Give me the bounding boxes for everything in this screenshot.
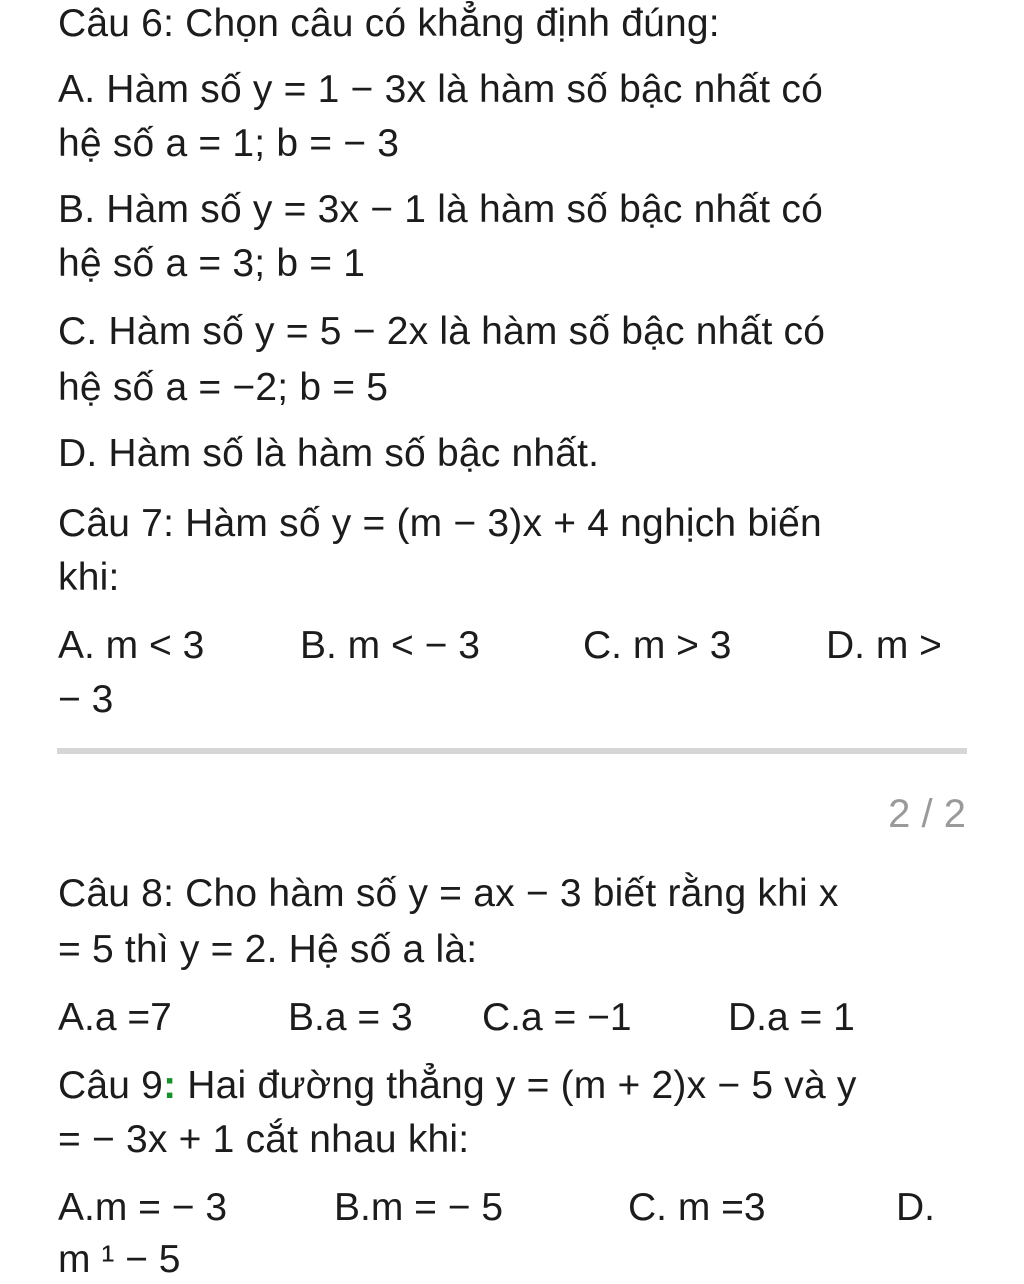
q6-option-c-line2: hệ số a = −2; b = 5 — [58, 366, 389, 409]
q6-option-b-line2: hệ số a = 3; b = 1 — [58, 242, 366, 285]
q9-option-b: B.m = − 5 — [334, 1186, 504, 1229]
q7-option-d: D. m > — [826, 624, 942, 667]
q8-option-b: B.a = 3 — [288, 996, 413, 1039]
q8-title-line2: = 5 thì y = 2. Hệ số a là: — [58, 928, 478, 971]
q9-title-line2: = − 3x + 1 cắt nhau khi: — [58, 1118, 470, 1161]
q8-option-c: C.a = −1 — [482, 996, 632, 1039]
q7-title-line2: khi: — [58, 556, 120, 599]
q9-option-d-continued: m ¹ − 5 — [58, 1238, 181, 1281]
page-divider — [57, 748, 967, 754]
page-indicator: 2 / 2 — [888, 792, 966, 836]
q9-title-prefix: Câu 9 — [58, 1064, 164, 1107]
q9-title-colon: : — [163, 1064, 177, 1107]
q6-option-a-line2: hệ số a = 1; b = − 3 — [58, 122, 400, 165]
q9-title-line1 — [58, 1062, 857, 1110]
q8-title-line1: Câu 8: Cho hàm số y = ax − 3 biết rằng khi x — [58, 872, 839, 915]
q7-option-d-continued: − 3 — [58, 678, 114, 721]
q6-option-a-line1: A. Hàm số y = 1 − 3x là hàm số bậc nhất có — [58, 68, 823, 111]
q9-option-c: C. m =3 — [628, 1186, 766, 1229]
q6-title: Câu 6: Chọn câu có khẳng định đúng: — [58, 2, 720, 45]
q7-option-c: C. m > 3 — [583, 624, 732, 667]
q7-option-b: B. m < − 3 — [300, 624, 480, 667]
q8-option-d: D.a = 1 — [728, 996, 855, 1039]
q9-title-rest: Hai đường thẳng y = (m + 2)x − 5 và y — [176, 1064, 857, 1107]
q6-option-d: D. Hàm số là hàm số bậc nhất. — [58, 432, 600, 475]
q7-title-line1: Câu 7: Hàm số y = (m − 3)x + 4 nghịch biến — [58, 502, 822, 545]
q9-option-a: A.m = − 3 — [58, 1186, 228, 1229]
q7-option-a: A. m < 3 — [58, 624, 205, 667]
q6-option-c-line1: C. Hàm số y = 5 − 2x là hàm số bậc nhất có — [58, 310, 826, 353]
q6-option-b-line1: B. Hàm số y = 3x − 1 là hàm số bậc nhất có — [58, 188, 823, 231]
q9-option-d: D. — [896, 1186, 935, 1229]
q8-option-a: A.a =7 — [58, 996, 172, 1039]
